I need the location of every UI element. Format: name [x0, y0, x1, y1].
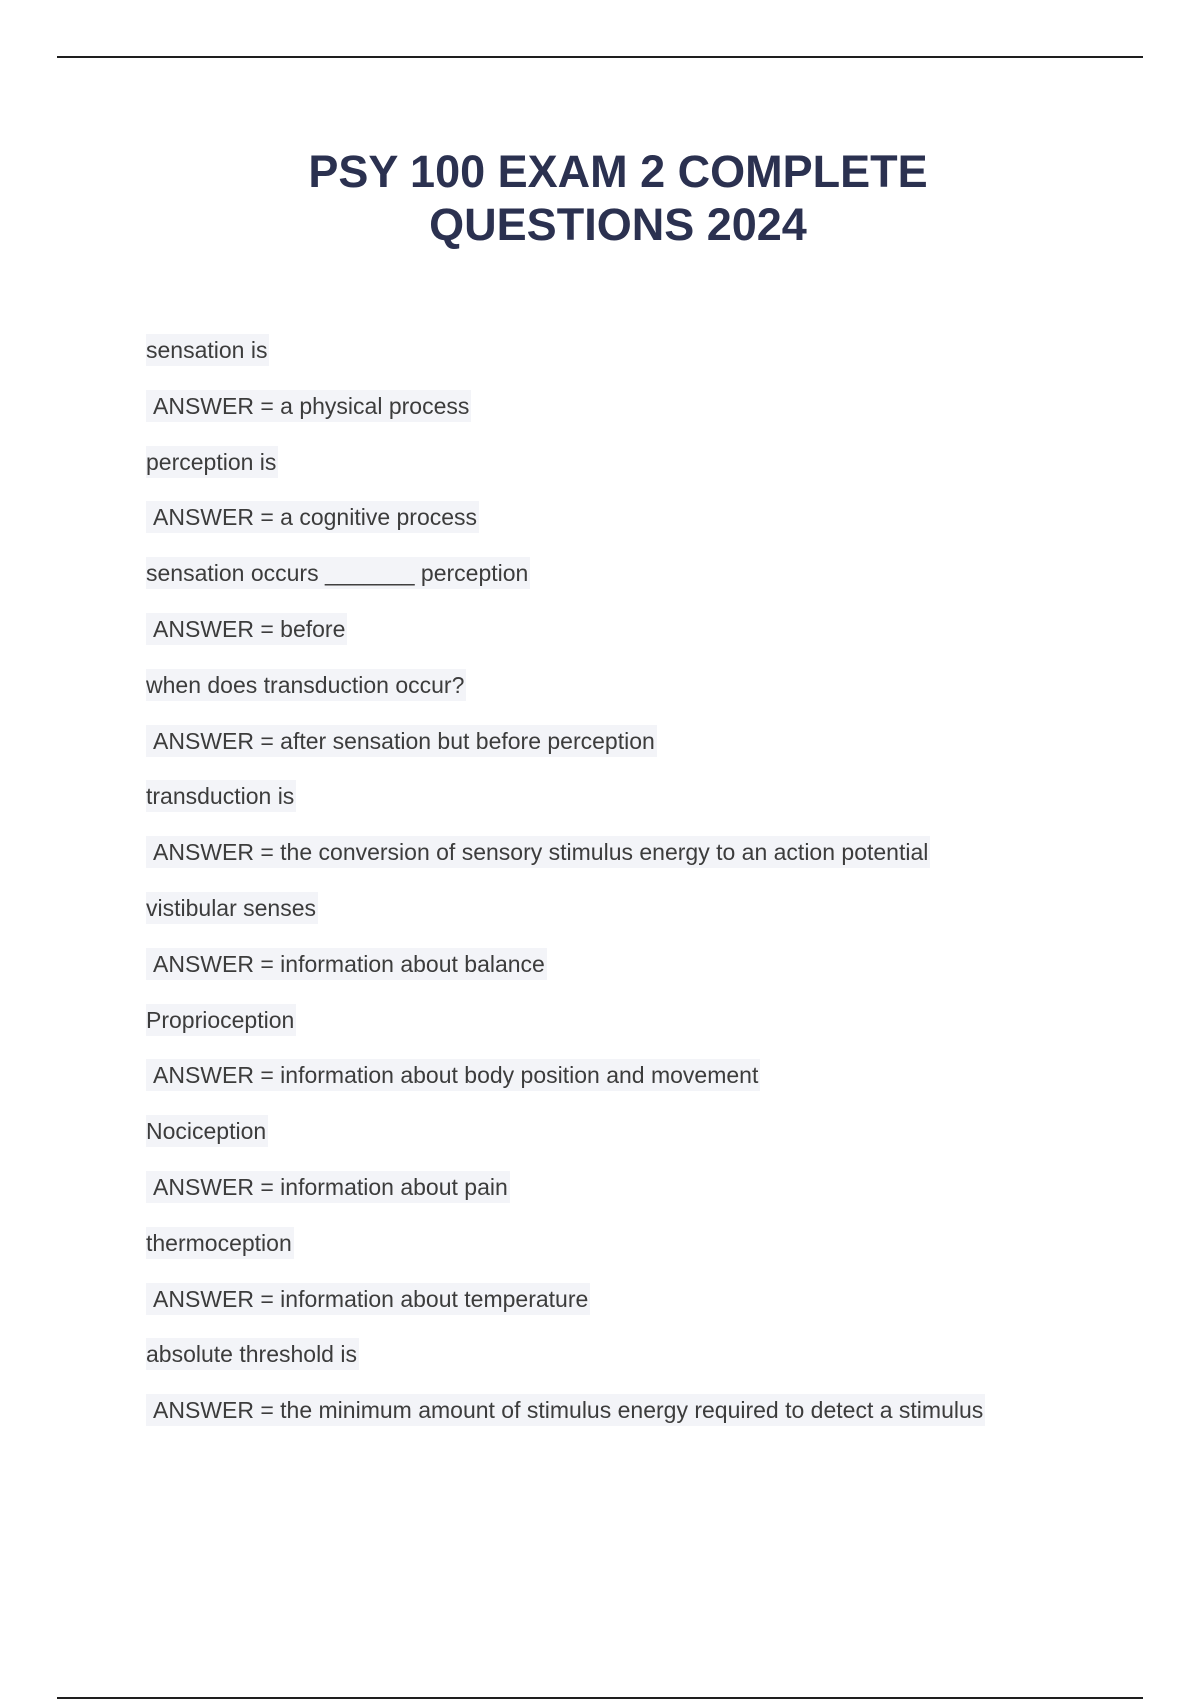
answer-text: ANSWER = after sensation but before perception: [146, 725, 657, 757]
bottom-divider: [57, 1697, 1143, 1699]
question-text: perception is: [146, 446, 278, 478]
answer-text: ANSWER = information about temperature: [146, 1283, 590, 1315]
question-line: [146, 780, 1146, 836]
title-line-1: PSY 100 EXAM 2 COMPLETE: [308, 146, 928, 197]
question-line: [146, 557, 1146, 613]
question-line: [146, 1338, 1146, 1394]
question-text: sensation is: [146, 334, 269, 366]
answer-text: ANSWER = before: [146, 613, 347, 645]
answer-line: [146, 1283, 1146, 1339]
question-text: when does transduction occur?: [146, 669, 466, 701]
answer-line: [146, 1059, 1146, 1115]
title-line-2: QUESTIONS 2024: [429, 199, 807, 250]
answer-line: [146, 390, 1146, 446]
question-answer-list: [146, 334, 1146, 1450]
question-text: Proprioception: [146, 1004, 296, 1036]
top-divider: [57, 56, 1143, 58]
question-text: transduction is: [146, 780, 296, 812]
question-text: absolute threshold is: [146, 1338, 359, 1370]
answer-text: ANSWER = a cognitive process: [146, 501, 479, 533]
question-line: [146, 446, 1146, 502]
answer-text: ANSWER = information about body position and movement: [146, 1059, 760, 1091]
question-line: [146, 1004, 1146, 1060]
question-line: [146, 1115, 1146, 1171]
question-text: vistibular senses: [146, 892, 318, 924]
question-text: sensation occurs _______ perception: [146, 557, 530, 589]
question-line: [146, 892, 1146, 948]
question-text: Nociception: [146, 1115, 268, 1147]
answer-text: ANSWER = a physical process: [146, 390, 471, 422]
question-line: [146, 1227, 1146, 1283]
question-text: thermoception: [146, 1227, 294, 1259]
answer-text: ANSWER = information about balance: [146, 948, 547, 980]
answer-text: ANSWER = the minimum amount of stimulus energy required to detect a stimulus: [146, 1394, 985, 1426]
answer-line: [146, 948, 1146, 1004]
answer-text: ANSWER = the conversion of sensory stimulus energy to an action potential: [146, 836, 930, 868]
answer-text: ANSWER = information about pain: [146, 1171, 510, 1203]
answer-line: [146, 725, 1146, 781]
question-line: [146, 334, 1146, 390]
answer-line: [146, 613, 1146, 669]
answer-line: [146, 836, 1146, 892]
question-line: [146, 669, 1146, 725]
answer-line: [146, 1394, 1146, 1450]
answer-line: [146, 1171, 1146, 1227]
document-title: [0, 145, 1200, 251]
answer-line: [146, 501, 1146, 557]
